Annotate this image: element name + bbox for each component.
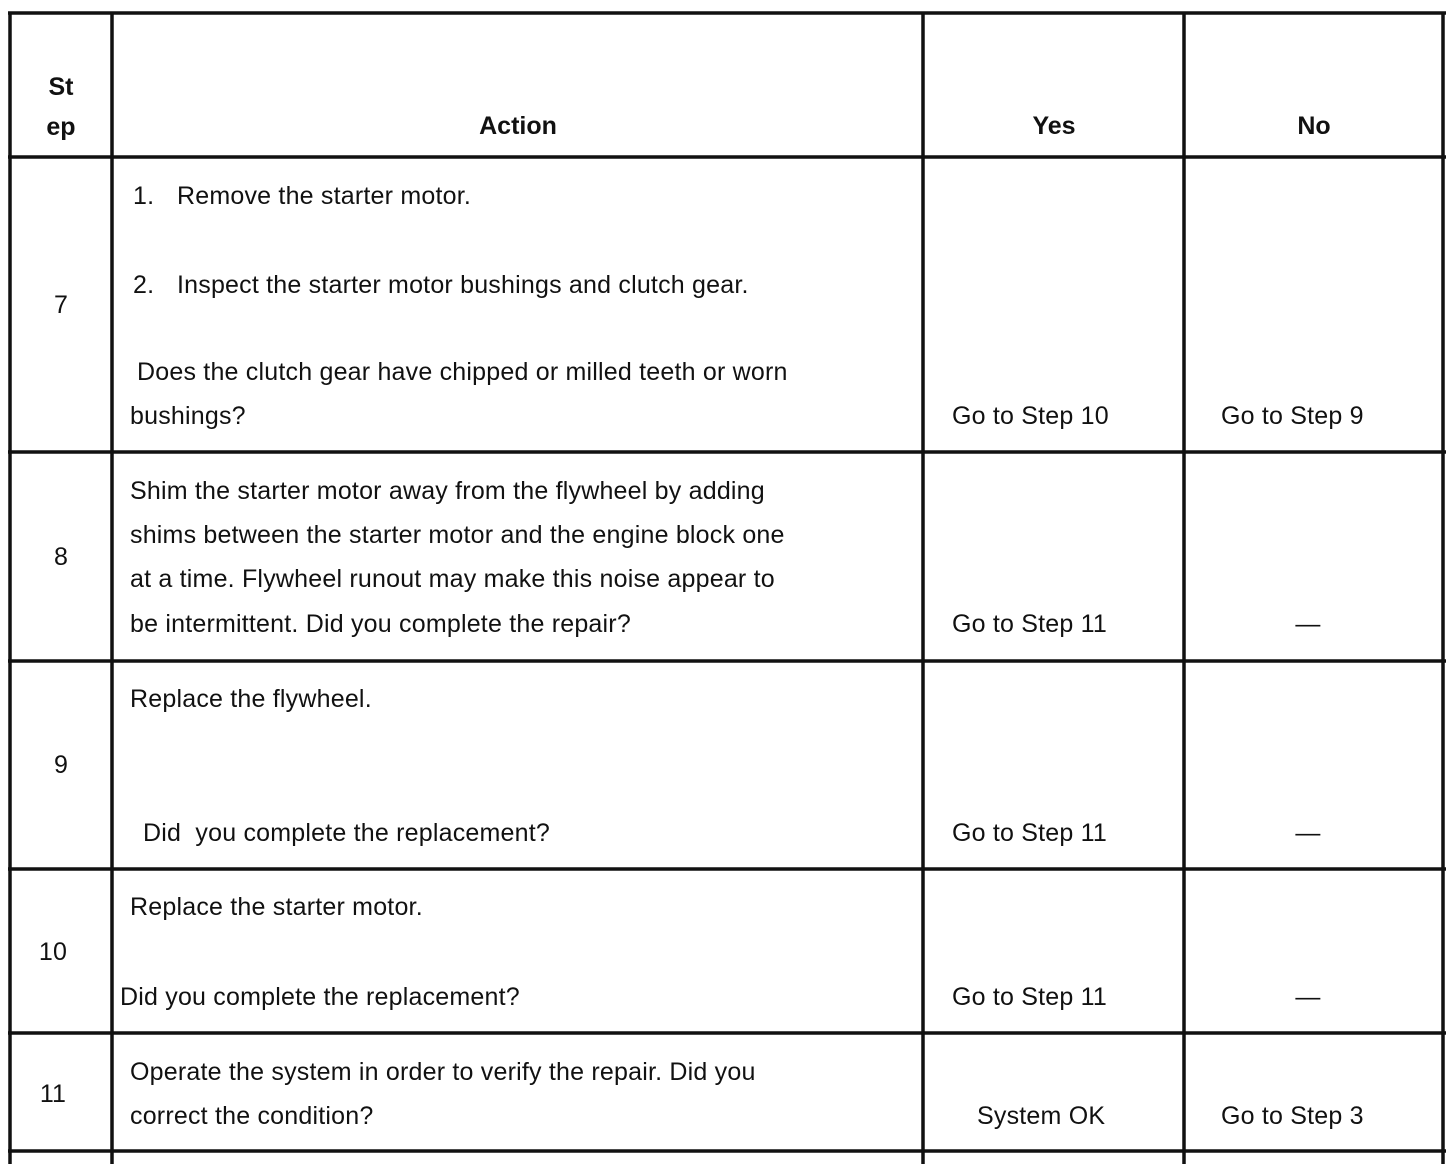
action-text: Shim the starter motor away from the flywheel by adding <box>130 477 765 505</box>
step-number: 8 <box>53 543 69 571</box>
header-step <box>12 67 110 147</box>
action-item-text: Remove the starter motor. <box>177 182 472 210</box>
action-text: correct the condition? <box>130 1102 374 1130</box>
yes-result: Go to Step 11 <box>952 610 1108 638</box>
action-question: bushings? <box>130 402 246 430</box>
action-text: be intermittent. Did you complete the repair? <box>130 610 631 638</box>
header-action: Action <box>479 112 557 140</box>
header-no: No <box>1297 112 1331 140</box>
step-number: 11 <box>39 1080 67 1108</box>
step-number: 10 <box>38 938 68 966</box>
step-number: 9 <box>53 751 69 779</box>
action-item-number: 2. <box>133 271 155 299</box>
header-yes: Yes <box>1032 112 1076 140</box>
no-result: — <box>1295 819 1321 847</box>
no-result: Go to Step 9 <box>1221 402 1364 430</box>
action-question: Did you complete the replacement? <box>143 819 551 847</box>
action-text: at a time. Flywheel runout may make this noise appear to <box>130 565 775 593</box>
step-number: 7 <box>53 291 69 319</box>
no-result: Go to Step 3 <box>1221 1102 1364 1130</box>
yes-result: Go to Step 10 <box>952 402 1109 430</box>
yes-result: Go to Step 11 <box>952 983 1108 1011</box>
header-step-line1: St <box>48 73 74 101</box>
no-result: — <box>1295 983 1321 1011</box>
action-item-number: 1. <box>133 182 155 210</box>
yes-result: Go to Step 11 <box>952 819 1108 847</box>
action-text: Operate the system in order to verify the repair. Did you <box>130 1058 756 1086</box>
yes-result: System OK <box>977 1102 1106 1130</box>
action-text: Replace the flywheel. <box>130 685 372 713</box>
action-text: Replace the starter motor. <box>130 893 423 921</box>
header-step-line2: ep <box>46 113 76 141</box>
no-result: — <box>1295 610 1321 638</box>
action-text: shims between the starter motor and the engine block one <box>130 521 785 549</box>
action-question: Does the clutch gear have chipped or milled teeth or worn <box>137 358 788 386</box>
action-question: Did you complete the replacement? <box>120 983 520 1011</box>
action-item-text: Inspect the starter motor bushings and clutch gear. <box>177 271 749 299</box>
